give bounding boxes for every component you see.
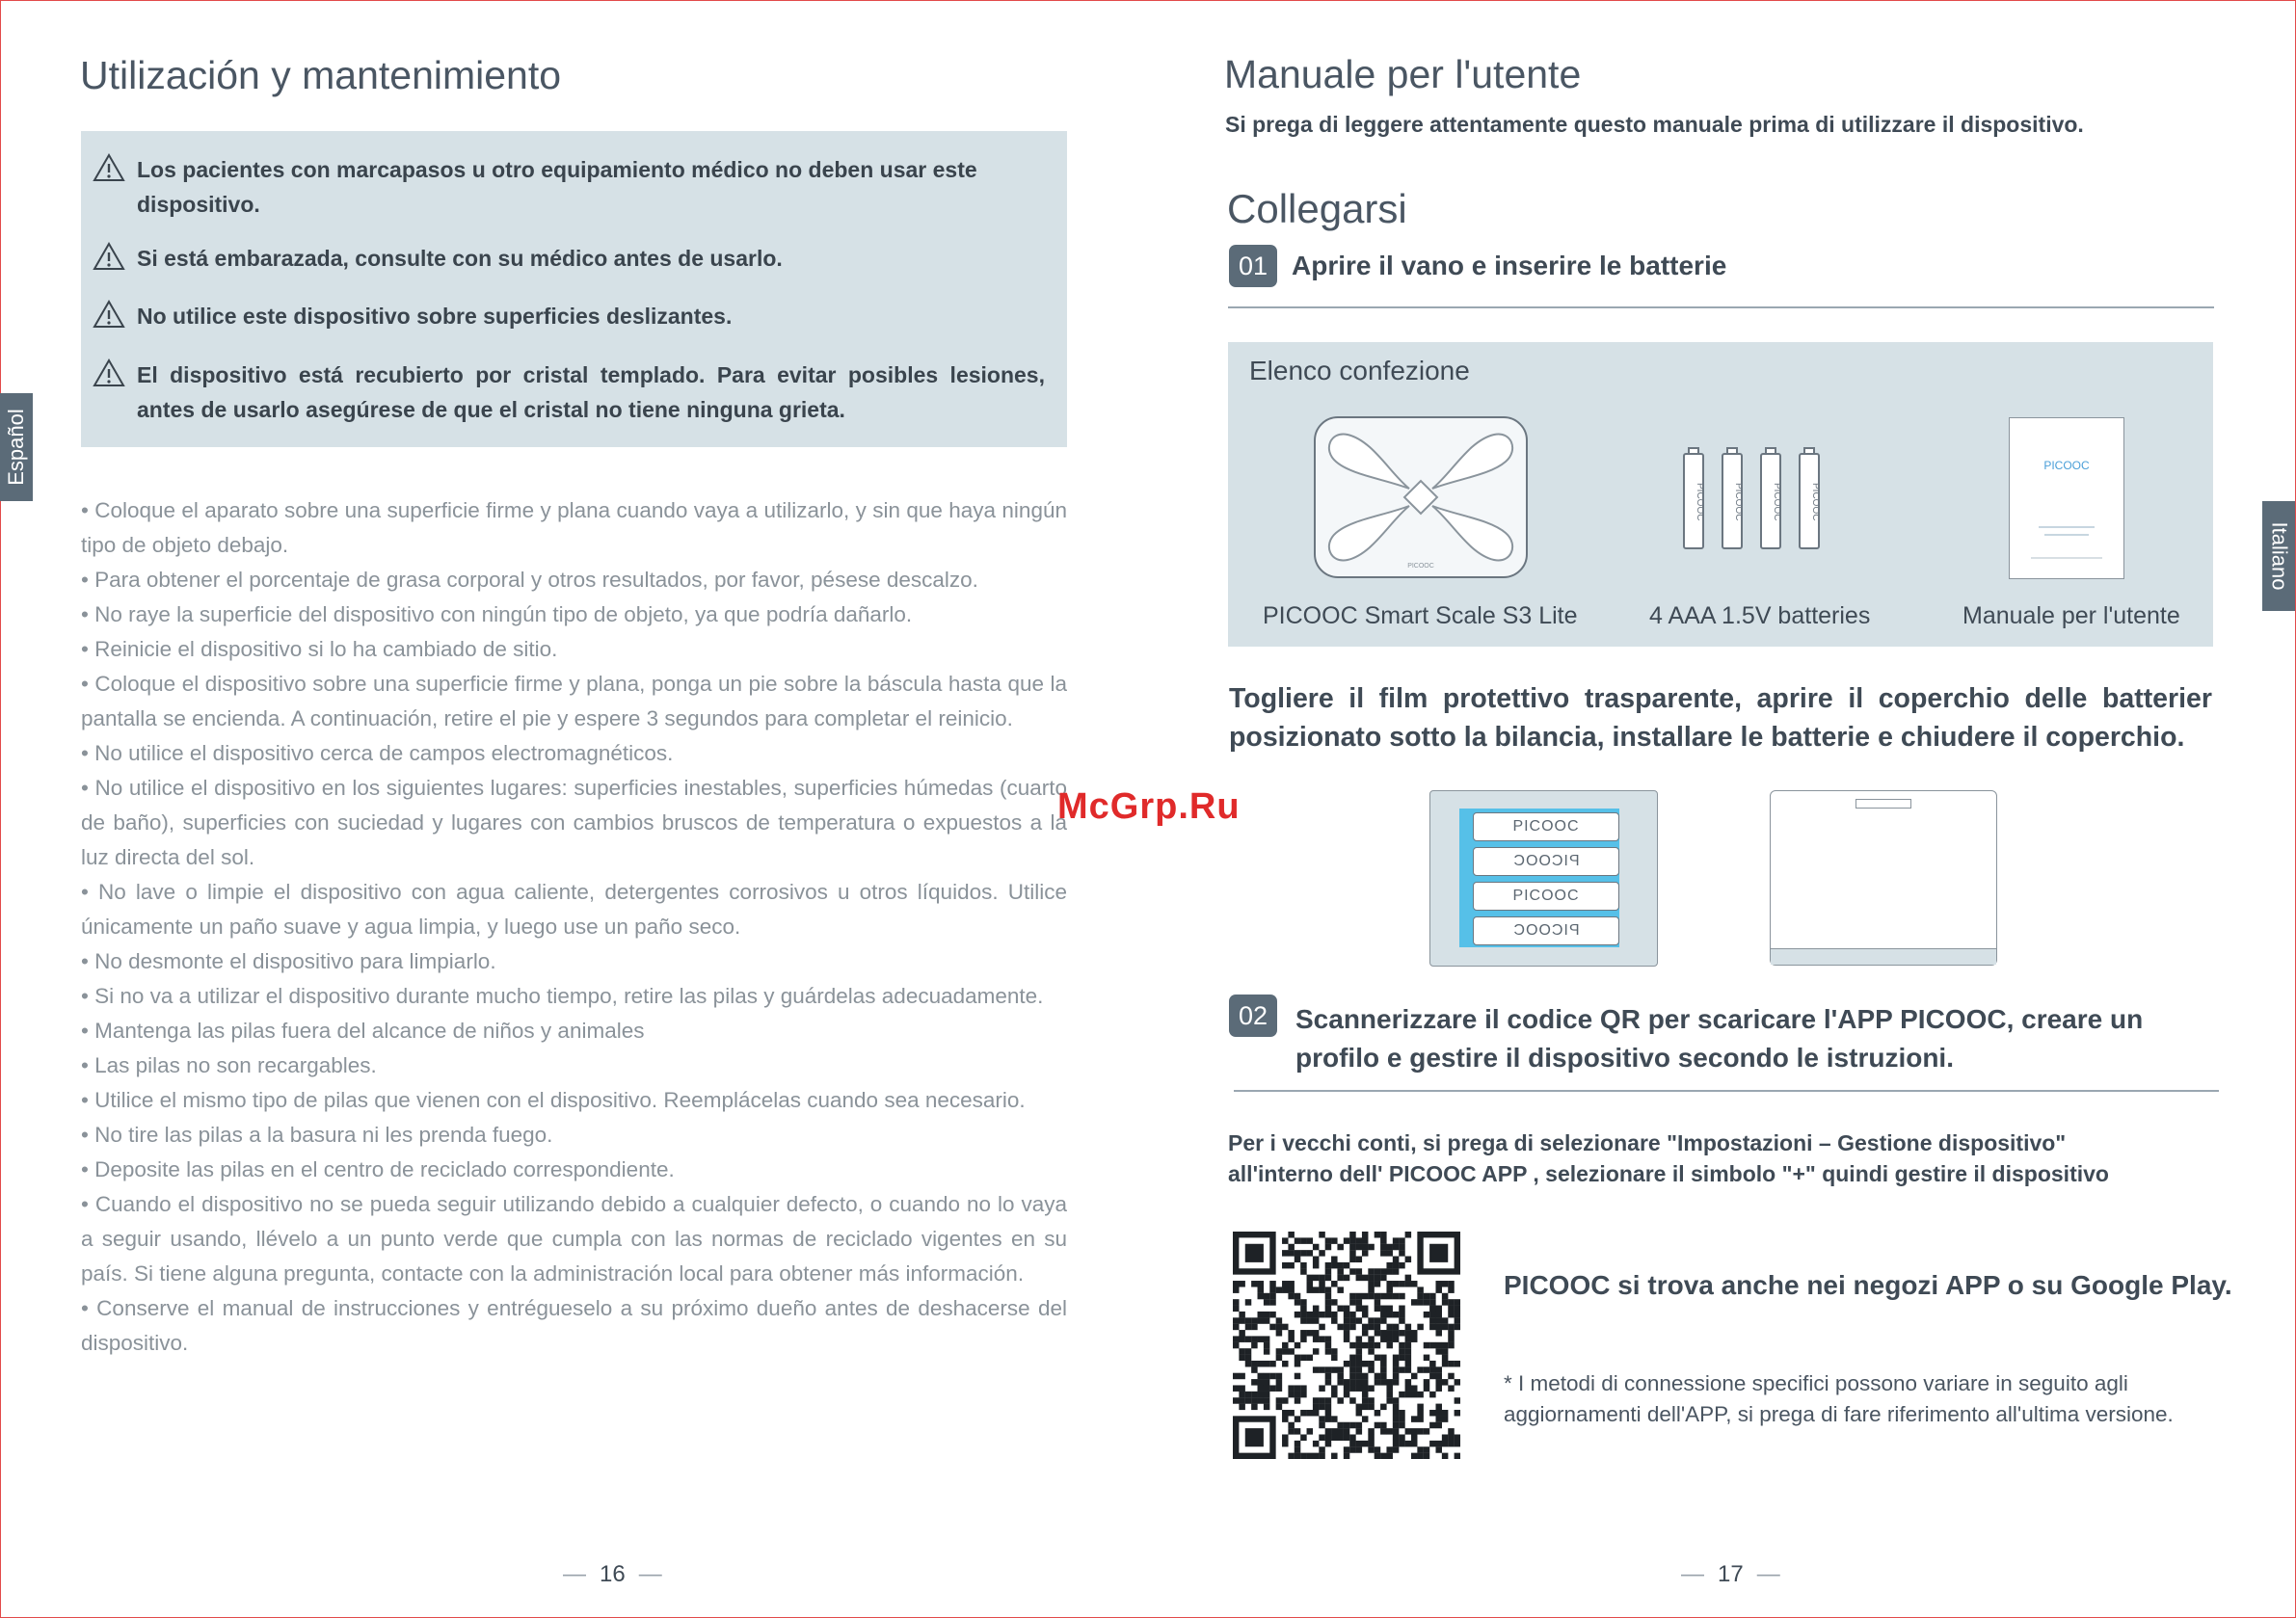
svg-text:PICOOC: PICOOC bbox=[1772, 483, 1782, 521]
page-subtitle: Si prega di leggere attentamente questo manuale prima di utilizzare il dispositivo. bbox=[1225, 112, 2084, 137]
list-item: • Coloque el dispositivo sobre una superficie firme y plana, ponga un pie sobre la báscula hasta que la pantalla se encienda. A continuación, retire el pie y espere 3 segundos para completar el reinicio. bbox=[81, 672, 1067, 730]
package-title: Elenco confezione bbox=[1249, 356, 1470, 385]
list-item: • Utilice el mismo tipo de pilas que vienen con el dispositivo. Reemplácelas cuando sea necesario. bbox=[81, 1088, 1026, 1112]
user-manual-image bbox=[2009, 417, 2124, 579]
step-badge-01: 01 bbox=[1229, 245, 1277, 287]
watermark: McGrp.Ru bbox=[1057, 786, 1241, 827]
warning-text: El dispositivo está recubierto por cristal templado. Para evitar posibles lesiones, antes de usarlo asegúrese de que el cristal no tiene ninguna grieta. bbox=[137, 362, 1045, 422]
warning-text: No utilice este dispositivo sobre superficies deslizantes. bbox=[137, 304, 733, 329]
qr-code-image[interactable] bbox=[1233, 1232, 1460, 1459]
package-contents-box bbox=[1228, 342, 2213, 647]
page-title-left: Utilización y mantenimiento bbox=[80, 53, 562, 97]
list-item: • No raye la superficie del dispositivo con ningún tipo de objeto, ya que podría dañarlo. bbox=[81, 602, 913, 626]
footnote: * I metodi di connessione specifici possono variare in seguito agli aggiornamenti dell'APP, si prega di fare riferimento all'ultima versione. bbox=[1504, 1371, 2174, 1426]
battery: PICOOC bbox=[1473, 812, 1619, 841]
language-tab-label: Español bbox=[4, 409, 29, 486]
list-item: • Conserve el manual de instrucciones y entrégueselo a su próximo dueño antes de deshacerse del dispositivo. bbox=[81, 1296, 1067, 1355]
warning-item bbox=[93, 358, 1056, 427]
svg-text:PICOOC: PICOOC bbox=[1695, 483, 1705, 521]
package-item-label: Manuale per l'utente bbox=[1962, 602, 2180, 629]
package-item-label: PICOOC Smart Scale S3 Lite bbox=[1263, 602, 1578, 629]
manual-text-line bbox=[2031, 557, 2102, 559]
care-instructions-list bbox=[81, 493, 1067, 1361]
list-item: • Si no va a utilizar el dispositivo durante mucho tiempo, retire las pilas y guárdelas adecuadamente. bbox=[81, 984, 1044, 1008]
warning-icon bbox=[93, 300, 125, 329]
battery-cover-closed-image bbox=[1770, 790, 1997, 966]
svg-text:PICOOC: PICOOC bbox=[1810, 483, 1821, 521]
warning-item bbox=[93, 241, 1056, 276]
step-text-01: Aprire il vano e inserire le batterie bbox=[1292, 251, 1727, 280]
list-item: • No tire las pilas a la basura ni les prenda fuego. bbox=[81, 1123, 553, 1147]
svg-text:PICOOC: PICOOC bbox=[1407, 563, 1434, 570]
batteries-image bbox=[1683, 444, 1845, 552]
page-number-value: 16 bbox=[600, 1561, 626, 1587]
list-item: • Reinicie el dispositivo si lo ha cambiado de sitio. bbox=[81, 637, 558, 661]
language-tab-italiano bbox=[2262, 501, 2295, 611]
list-item: • No utilice el dispositivo en los siguientes lugares: superficies inestables, superficies húmedas (cuarto de baño), superficies con suciedad y lugares con cambios bruscos de temperatura o expuestos a la luz directa del sol. bbox=[81, 776, 1067, 869]
manual-text-line bbox=[2039, 526, 2095, 528]
battery-instruction: Togliere il film protettivo trasparente, aprire il coperchio delle batterier posizionato sotto la bilancia, installare le batterie e chiudere il coperchio. bbox=[1229, 683, 2212, 753]
list-item: • Cuando el dispositivo no se pueda seguir utilizando debido a cualquier defecto, o cuando no lo vaya a seguir usando, llévelo a un punto verde que cumpla con las normas de reciclado vigentes en su país. Si tiene alguna pregunta, contacte con la administración local para obtener más información. bbox=[81, 1192, 1067, 1286]
note-line: all'interno dell' PICOOC APP , selezionare il simbolo "+" quindi gestire il dispositivo bbox=[1228, 1161, 2109, 1186]
svg-text:PICOOC: PICOOC bbox=[1733, 483, 1744, 521]
page-number-right: — 17 — bbox=[1681, 1561, 1780, 1587]
battery: PICOOC bbox=[1473, 882, 1619, 911]
warning-text: Si está embarazada, consulte con su médico antes de usarlo. bbox=[137, 246, 783, 271]
language-tab-espanol bbox=[0, 393, 33, 501]
battery: PICOOC bbox=[1473, 847, 1619, 876]
battery-compartment-image bbox=[1429, 790, 1658, 967]
battery: PICOOC bbox=[1473, 916, 1619, 945]
divider bbox=[1228, 306, 2214, 308]
smart-scale-image bbox=[1313, 415, 1529, 579]
warning-item bbox=[93, 152, 1056, 222]
step-badge-02: 02 bbox=[1229, 995, 1277, 1037]
divider bbox=[1234, 1090, 2219, 1092]
warning-icon bbox=[93, 153, 125, 182]
list-item: • Coloque el aparato sobre una superficie firme y plana cuando vaya a utilizarlo, y sin que haya ningún tipo de objeto debajo. bbox=[81, 498, 1067, 557]
page-title-right: Manuale per l'utente bbox=[1224, 52, 1582, 96]
app-store-text: PICOOC si trova anche nei negozi APP o su Google Play. bbox=[1504, 1270, 2232, 1300]
warning-box bbox=[81, 131, 1067, 447]
list-item: • Deposite las pilas en el centro de reciclado correspondiente. bbox=[81, 1157, 675, 1181]
manual-logo: PICOOC bbox=[2043, 459, 2090, 472]
old-account-note bbox=[1228, 1127, 2211, 1189]
warning-item bbox=[93, 299, 1056, 333]
cover-latch bbox=[1855, 799, 1911, 809]
list-item: • Para obtener el porcentaje de grasa corporal y otros resultados, por favor, pésese descalzo. bbox=[81, 568, 978, 592]
language-tab-label: Italiano bbox=[2267, 521, 2292, 591]
step-text-02: Scannerizzare il codice QR per scaricare l'APP PICOOC, creare un profilo e gestire il dispositivo secondo le istruzioni. bbox=[1295, 1004, 2144, 1073]
page-number-left: — 16 — bbox=[563, 1561, 662, 1587]
warning-text: Los pacientes con marcapasos u otro equipamiento médico no deben usar este dispositivo. bbox=[137, 157, 977, 217]
page-number-value: 17 bbox=[1718, 1561, 1744, 1587]
warning-icon bbox=[93, 358, 125, 387]
warning-icon bbox=[93, 242, 125, 271]
manual-text-line bbox=[2044, 534, 2089, 536]
cover-base bbox=[1771, 948, 1996, 965]
note-line: Per i vecchi conti, si prega di selezionare "Impostazioni – Gestione dispositivo" bbox=[1228, 1130, 2067, 1155]
package-item-label: 4 AAA 1.5V batteries bbox=[1649, 602, 1871, 629]
list-item: • Mantenga las pilas fuera del alcance de niños y animales bbox=[81, 1019, 645, 1043]
list-item: • No utilice el dispositivo cerca de campos electromagnéticos. bbox=[81, 741, 674, 765]
list-item: • No lave o limpie el dispositivo con agua caliente, detergentes corrosivos u otros líquidos. Utilice únicamente un paño suave y agua limpia, y luego use un paño seco. bbox=[81, 880, 1067, 939]
section-title: Collegarsi bbox=[1227, 186, 1407, 231]
list-item: • No desmonte el dispositivo para limpiarlo. bbox=[81, 949, 496, 973]
list-item: • Las pilas no son recargables. bbox=[81, 1053, 377, 1077]
